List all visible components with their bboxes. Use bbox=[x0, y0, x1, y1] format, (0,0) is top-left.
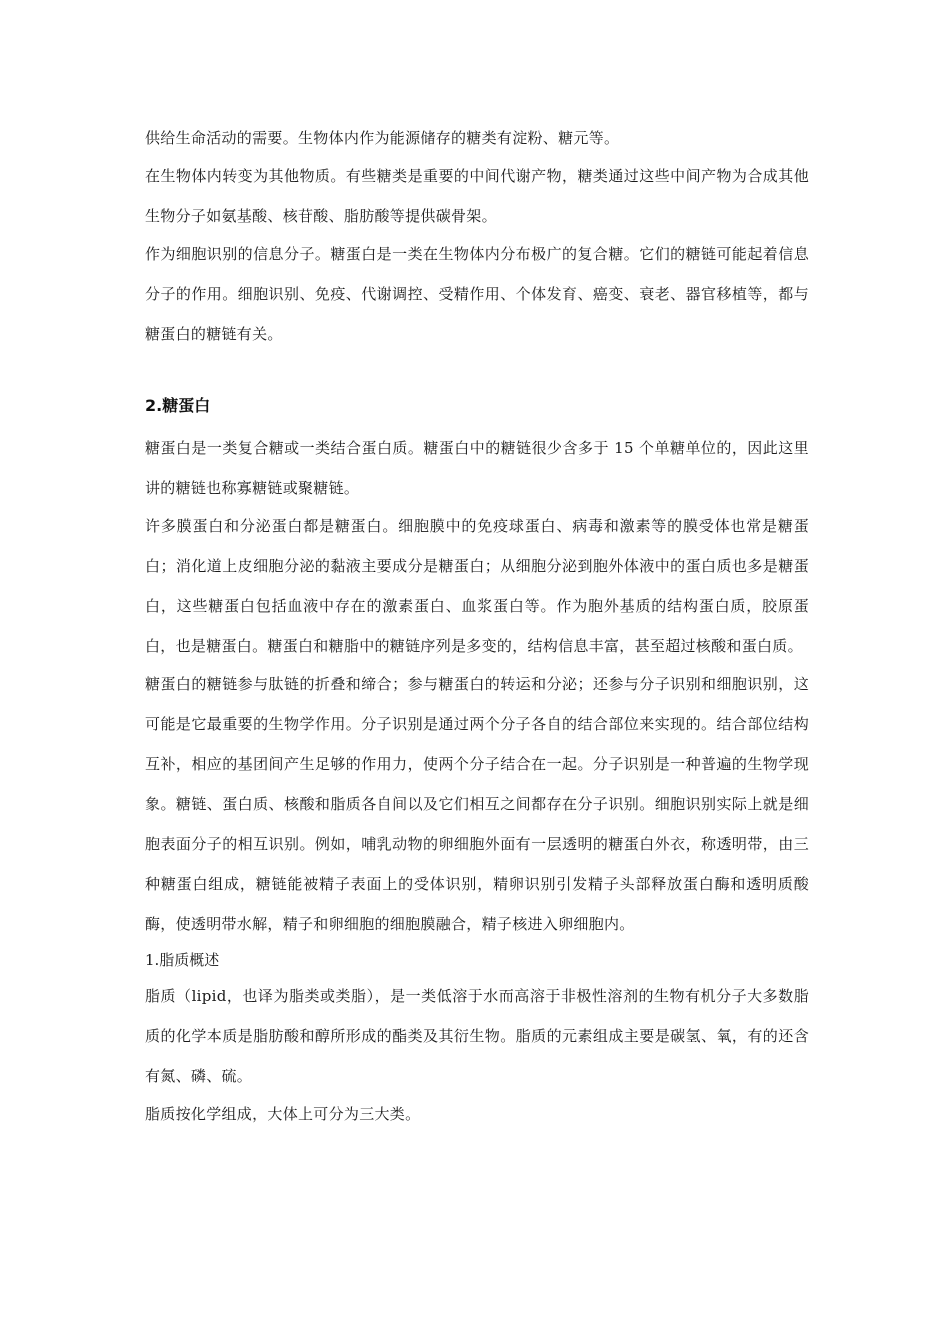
paragraph-metabolic-conversion: 在生物体内转变为其他物质。有些糖类是重要的中间代谢产物，糖类通过这些中间产物为合成其他生物分子如氨基酸、核苷酸、脂肪酸等提供碳骨架。 bbox=[145, 167, 809, 225]
paragraph-membrane-proteins: 许多膜蛋白和分泌蛋白都是糖蛋白。细胞膜中的免疫球蛋白、病毒和激素等的膜受体也常是糖蛋白；消化道上皮细胞分泌的黏液主要成分是糖蛋白；从细胞分泌到胞外体液中的蛋白质也多是糖蛋白，这些糖蛋白包括血液中存在的激素蛋白、血浆蛋白等。作为胞外基质的结构蛋白质，胶原蛋白，也是糖蛋白。糖蛋白和糖脂中的糖链序列是多变的，结构信息丰富，甚至超过核酸和蛋白质。 bbox=[145, 517, 809, 655]
section-heading-lipid-overview: 1.脂质概述 bbox=[145, 951, 220, 969]
paragraph-lipid-definition: 脂质（lipid，也译为脂类或类脂），是一类低溶于水而高溶于非极性溶剂的生物有机分子大多数脂质的化学本质是脂肪酸和醇所形成的酯类及其衍生物。脂质的元素组成主要是碳氢、氧，有的还含有氮、磷、硫。 bbox=[145, 987, 809, 1085]
paragraph-energy-storage: 供给生命活动的需要。生物体内作为能源储存的糖类有淀粉、糖元等。 bbox=[145, 129, 620, 147]
section-heading-glycoprotein: 2.糖蛋白 bbox=[145, 396, 211, 415]
paragraph-molecular-recognition: 糖蛋白的糖链参与肽链的折叠和缔合；参与糖蛋白的转运和分泌；还参与分子识别和细胞识别，这可能是它最重要的生物学作用。分子识别是通过两个分子各自的结合部位来实现的。结合部位结构互补，相应的基团间产生足够的作用力，使两个分子结合在一起。分子识别是一种普遍的生物学现象。糖链、蛋白质、核酸和脂质各自间以及它们相互之间都存在分子识别。细胞识别实际上就是细胞表面分子的相互识别。例如，哺乳动物的卵细胞外面有一层透明的糖蛋白外衣，称透明带，由三种糖蛋白组成，糖链能被精子表面上的受体识别，精卵识别引发精子头部释放蛋白酶和透明质酸酶，使透明带水解，精子和卵细胞的细胞膜融合，精子核进入卵细胞内。 bbox=[145, 675, 809, 933]
paragraph-glycoprotein-definition: 糖蛋白是一类复合糖或一类结合蛋白质。糖蛋白中的糖链很少含多于 15 个单糖单位的，因此这里讲的糖链也称寡糖链或聚糖链。 bbox=[145, 439, 809, 497]
paragraph-lipid-classification: 脂质按化学组成，大体上可分为三大类。 bbox=[145, 1105, 421, 1123]
paragraph-cell-recognition: 作为细胞识别的信息分子。糖蛋白是一类在生物体内分布极广的复合糖。它们的糖链可能起着信息分子的作用。细胞识别、免疫、代谢调控、受精作用、个体发育、癌变、衰老、器官移植等，都与糖蛋白的糖链有关。 bbox=[145, 245, 809, 343]
document-page bbox=[145, 118, 809, 1134]
